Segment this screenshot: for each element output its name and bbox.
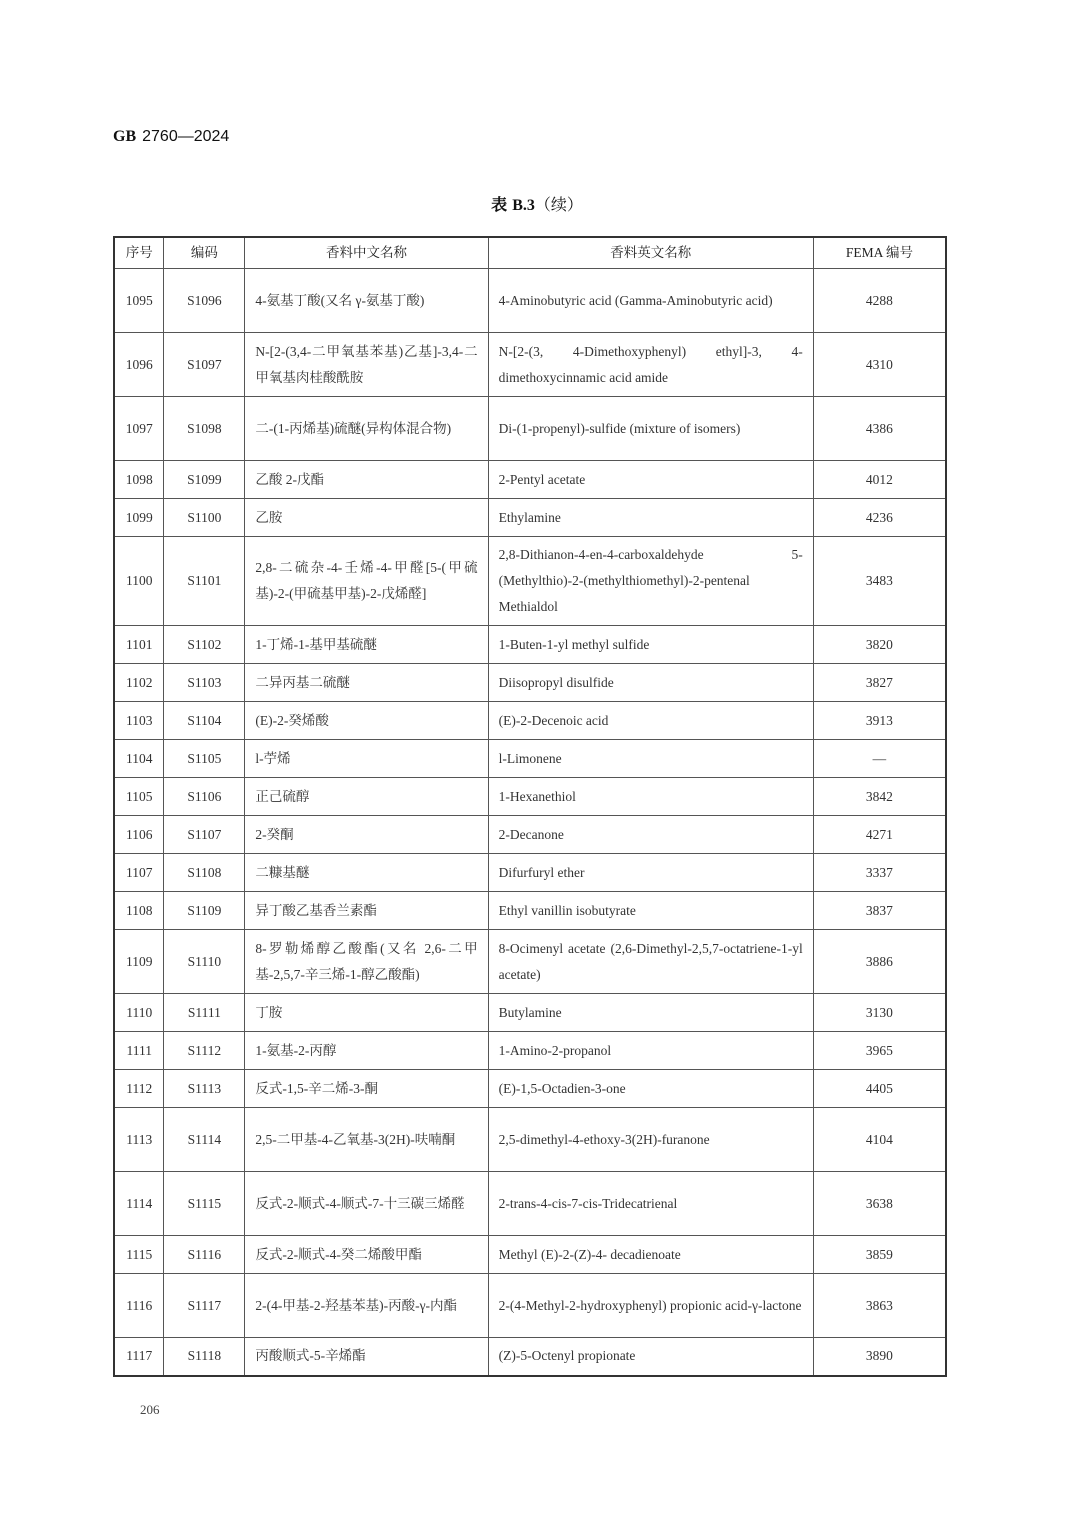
cell-english-name: 8-Ocimenyl acetate (2,6-Dimethyl-2,5,7-octatriene-1-yl acetate) [488,930,813,994]
cell-chinese-name: 4-氨基丁酸(又名 γ-氨基丁酸) [245,269,488,333]
table-row [114,269,946,333]
cell-english-name: 4-Aminobutyric acid (Gamma-Aminobutyric acid) [488,269,813,333]
cell-fema: 4310 [813,333,946,397]
cell-code: S1117 [164,1274,245,1338]
table-row [114,930,946,994]
table-row [114,537,946,626]
cell-no: 1114 [114,1172,164,1236]
cell-code: S1116 [164,1236,245,1274]
cell-no: 1104 [114,740,164,778]
table-row [114,702,946,740]
cell-code: S1102 [164,626,245,664]
cell-fema: 3965 [813,1032,946,1070]
cell-no: 1112 [114,1070,164,1108]
cell-chinese-name: N-[2-(3,4-二甲氧基苯基)乙基]-3,4-二甲氧基肉桂酸酰胺 [245,333,488,397]
cell-chinese-name: 丙酸顺式-5-辛烯酯 [245,1338,488,1376]
cell-chinese-name: 乙胺 [245,499,488,537]
cell-fema: 3890 [813,1338,946,1376]
table-row [114,994,946,1032]
cell-chinese-name: l-苧烯 [245,740,488,778]
cell-no: 1099 [114,499,164,537]
cell-english-name: Butylamine [488,994,813,1032]
cell-code: S1118 [164,1338,245,1376]
cell-no: 1096 [114,333,164,397]
cell-no: 1097 [114,397,164,461]
cell-fema: 4386 [813,397,946,461]
caption-table-id: B.3 [512,197,535,214]
cell-english-name: Ethyl vanillin isobutyrate [488,892,813,930]
standard-header [113,128,229,146]
page-number: 206 [140,1402,160,1417]
cell-no: 1111 [114,1032,164,1070]
table-row [114,816,946,854]
cell-chinese-name: 乙酸 2-戊酯 [245,461,488,499]
cell-english-name: 1-Hexanethiol [488,778,813,816]
cell-chinese-name: 正己硫醇 [245,778,488,816]
cell-chinese-name: 丁胺 [245,994,488,1032]
cell-english-name: (E)-2-Decenoic acid [488,702,813,740]
cell-fema: 4288 [813,269,946,333]
table-row [114,1032,946,1070]
cell-english-name: l-Limonene [488,740,813,778]
cell-code: S1096 [164,269,245,333]
cell-no: 1100 [114,537,164,626]
cell-fema: 3886 [813,930,946,994]
column-header-code: 编码 [164,237,245,269]
table-row [114,1274,946,1338]
cell-no: 1105 [114,778,164,816]
cell-code: S1099 [164,461,245,499]
cell-english-name: 2-Pentyl acetate [488,461,813,499]
cell-chinese-name: 1-丁烯-1-基甲基硫醚 [245,626,488,664]
cell-fema: 3842 [813,778,946,816]
table-row [114,626,946,664]
standard-number: 2760—2024 [142,128,230,145]
cell-no: 1109 [114,930,164,994]
table-caption [0,192,1074,215]
cell-code: S1097 [164,333,245,397]
cell-fema: 3130 [813,994,946,1032]
cell-english-name: 2-Decanone [488,816,813,854]
cell-no: 1101 [114,626,164,664]
cell-english-name: 2,5-dimethyl-4-ethoxy-3(2H)-furanone [488,1108,813,1172]
table-row [114,1172,946,1236]
cell-english-name: Difurfuryl ether [488,854,813,892]
cell-chinese-name: 2,8-二硫杂-4-壬烯-4-甲醛[5-(甲硫基)-2-(甲硫基甲基)-2-戊烯醛] [245,537,488,626]
cell-code: S1105 [164,740,245,778]
cell-chinese-name: (E)-2-癸烯酸 [245,702,488,740]
cell-no: 1095 [114,269,164,333]
cell-english-name: 1-Amino-2-propanol [488,1032,813,1070]
cell-code: S1112 [164,1032,245,1070]
cell-fema: 3859 [813,1236,946,1274]
cell-chinese-name: 反式-2-顺式-4-顺式-7-十三碳三烯醛 [245,1172,488,1236]
cell-no: 1115 [114,1236,164,1274]
cell-code: S1107 [164,816,245,854]
column-header-chinese-name: 香料中文名称 [245,237,488,269]
table-row [114,397,946,461]
table-header-row [114,237,946,269]
cell-english-name: 2,8-Dithianon-4-en-4-carboxaldehyde 5-(Methylthio)-2-(methylthiomethyl)-2-pentenal Methialdol [488,537,813,626]
cell-no: 1106 [114,816,164,854]
cell-code: S1103 [164,664,245,702]
cell-english-name: (E)-1,5-Octadien-3-one [488,1070,813,1108]
cell-english-name: N-[2-(3, 4-Dimethoxyphenyl) ethyl]-3, 4-dimethoxycinnamic acid amide [488,333,813,397]
table-row [114,333,946,397]
cell-no: 1108 [114,892,164,930]
column-header-no: 序号 [114,237,164,269]
cell-chinese-name: 2,5-二甲基-4-乙氧基-3(2H)-呋喃酮 [245,1108,488,1172]
table-row [114,1338,946,1376]
cell-code: S1114 [164,1108,245,1172]
cell-code: S1100 [164,499,245,537]
cell-code: S1110 [164,930,245,994]
caption-prefix: 表 [491,197,508,214]
cell-code: S1109 [164,892,245,930]
cell-fema: 3820 [813,626,946,664]
cell-code: S1113 [164,1070,245,1108]
cell-fema: 4104 [813,1108,946,1172]
cell-fema: 4271 [813,816,946,854]
cell-chinese-name: 1-氨基-2-丙醇 [245,1032,488,1070]
cell-english-name: 2-trans-4-cis-7-cis-Tridecatrienal [488,1172,813,1236]
cell-chinese-name: 二异丙基二硫醚 [245,664,488,702]
table-row [114,1108,946,1172]
cell-chinese-name: 反式-2-顺式-4-癸二烯酸甲酯 [245,1236,488,1274]
cell-no: 1116 [114,1274,164,1338]
table-row [114,740,946,778]
cell-no: 1113 [114,1108,164,1172]
table-row [114,664,946,702]
cell-fema: 4236 [813,499,946,537]
cell-chinese-name: 异丁酸乙基香兰素酯 [245,892,488,930]
cell-fema: 3638 [813,1172,946,1236]
table-row [114,1236,946,1274]
caption-suffix: （续） [534,195,583,214]
cell-no: 1117 [114,1338,164,1376]
standard-code: GB [113,128,137,145]
cell-code: S1111 [164,994,245,1032]
cell-fema: 3827 [813,664,946,702]
cell-chinese-name: 8-罗勒烯醇乙酸酯(又名 2,6-二甲基-2,5,7-辛三烯-1-醇乙酸酯) [245,930,488,994]
cell-fema: 4405 [813,1070,946,1108]
cell-code: S1101 [164,537,245,626]
cell-chinese-name: 2-癸酮 [245,816,488,854]
cell-fema: 4012 [813,461,946,499]
cell-english-name: Diisopropyl disulfide [488,664,813,702]
cell-fema: 3913 [813,702,946,740]
cell-fema: — [813,740,946,778]
cell-fema: 3337 [813,854,946,892]
table-row [114,892,946,930]
cell-english-name: (Z)-5-Octenyl propionate [488,1338,813,1376]
cell-chinese-name: 2-(4-甲基-2-羟基苯基)-丙酸-γ-内酯 [245,1274,488,1338]
cell-fema: 3483 [813,537,946,626]
cell-english-name: 2-(4-Methyl-2-hydroxyphenyl) propionic acid-γ-lactone [488,1274,813,1338]
table-row [114,854,946,892]
cell-english-name: Methyl (E)-2-(Z)-4- decadienoate [488,1236,813,1274]
cell-no: 1102 [114,664,164,702]
cell-fema: 3863 [813,1274,946,1338]
cell-code: S1115 [164,1172,245,1236]
column-header-english-name: 香料英文名称 [488,237,813,269]
cell-no: 1107 [114,854,164,892]
table-row [114,461,946,499]
cell-code: S1106 [164,778,245,816]
flavor-table [113,236,947,1377]
cell-code: S1108 [164,854,245,892]
table-row [114,778,946,816]
cell-chinese-name: 二-(1-丙烯基)硫醚(异构体混合物) [245,397,488,461]
cell-code: S1104 [164,702,245,740]
cell-fema: 3837 [813,892,946,930]
cell-chinese-name: 二糠基醚 [245,854,488,892]
cell-english-name: Ethylamine [488,499,813,537]
cell-code: S1098 [164,397,245,461]
cell-chinese-name: 反式-1,5-辛二烯-3-酮 [245,1070,488,1108]
table-row [114,1070,946,1108]
cell-english-name: Di-(1-propenyl)-sulfide (mixture of isomers) [488,397,813,461]
cell-no: 1110 [114,994,164,1032]
cell-no: 1103 [114,702,164,740]
table-row [114,499,946,537]
cell-english-name: 1-Buten-1-yl methyl sulfide [488,626,813,664]
column-header-fema: FEMA 编号 [813,237,946,269]
cell-no: 1098 [114,461,164,499]
